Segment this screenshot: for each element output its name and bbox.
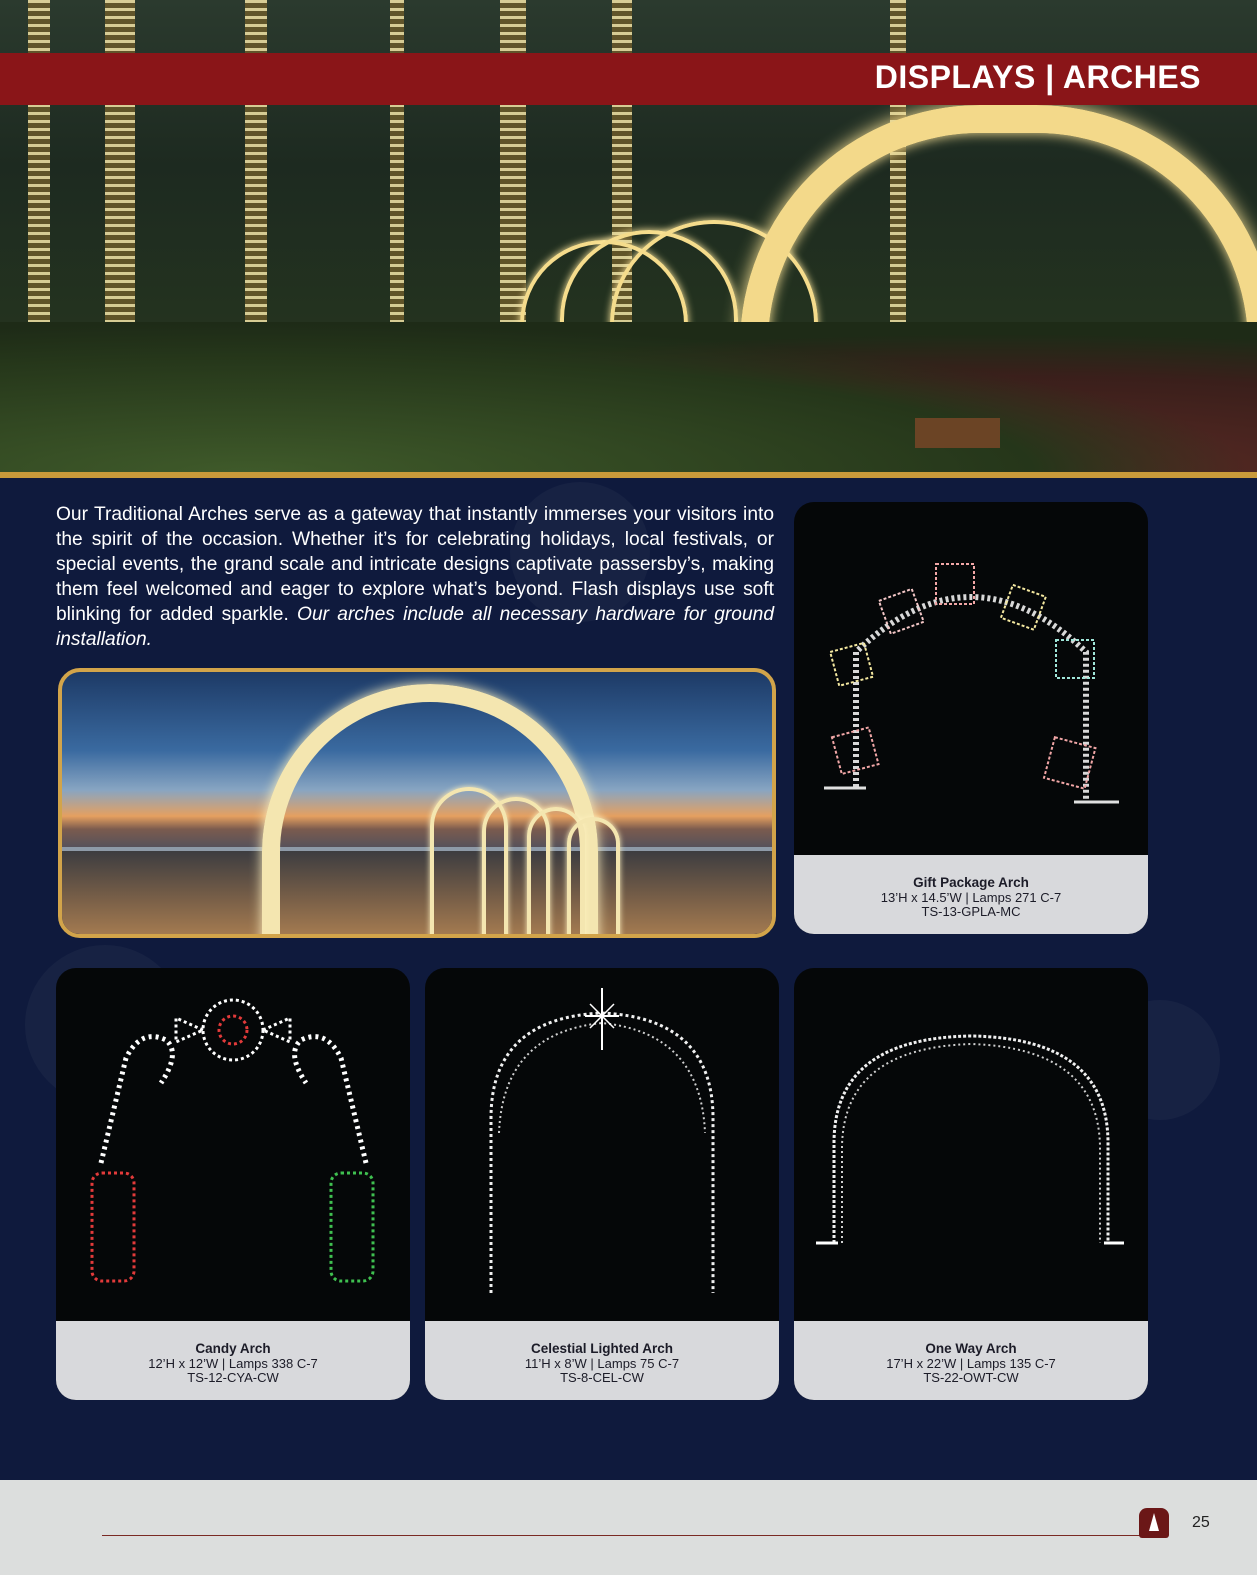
one-way-arch-caption [794, 1321, 1148, 1400]
product-sku: TS-8-CEL-CW [560, 1370, 644, 1385]
product-name: One Way Arch [925, 1341, 1017, 1356]
product-sku: TS-13-GPLA-MC [921, 904, 1021, 919]
gift-package-arch-image [794, 502, 1148, 855]
product-spec: 17’H x 22’W | Lamps 135 C-7 [886, 1356, 1056, 1371]
product-name: Candy Arch [195, 1341, 271, 1356]
gift-package-arch-caption [794, 855, 1148, 934]
product-card-candy-arch[interactable] [56, 968, 410, 1400]
product-spec: 11’H x 8’W | Lamps 75 C-7 [524, 1356, 680, 1371]
celestial-lighted-arch-image [425, 968, 779, 1321]
product-card-gift-package-arch[interactable] [794, 502, 1148, 934]
gold-divider [0, 472, 1257, 478]
park-bench [915, 418, 1000, 448]
product-spec: 13’H x 14.5’W | Lamps 271 C-7 [880, 890, 1062, 905]
page-number: 25 [1192, 1514, 1210, 1531]
product-spec: 12’H x 12’W | Lamps 338 C-7 [148, 1356, 318, 1371]
product-name: Gift Package Arch [913, 875, 1029, 890]
page-footer [0, 1480, 1257, 1575]
title-band [0, 53, 1257, 105]
product-card-one-way-arch[interactable] [794, 968, 1148, 1400]
tree-logo-icon [1139, 1508, 1169, 1538]
candy-arch-image [56, 968, 410, 1321]
celestial-lighted-arch-caption [425, 1321, 779, 1400]
product-sku: TS-22-OWT-CW [923, 1370, 1019, 1385]
intro-text: Our Traditional Arches serve as a gateway that instantly immerses your visitors into the spirit of the occasion. Whether it’s for celebrating holidays, local festivals, or special events, the grand scale and intricate designs captivate passersby’s, making them feel welcomed and eager to explore what’s beyond. Flash displays use soft blinking for added sparkle. [56, 504, 774, 625]
product-name: Celestial Lighted Arch [530, 1341, 674, 1356]
footer-rule [102, 1535, 1146, 1536]
product-sku: TS-12-CYA-CW [187, 1370, 279, 1385]
one-way-arch-image [794, 968, 1148, 1321]
lakeside-arch-photo [58, 668, 776, 938]
page-title: DISPLAYS | ARCHES [874, 59, 1201, 95]
product-card-celestial-lighted-arch[interactable] [425, 968, 779, 1400]
intro-paragraph [56, 502, 774, 652]
intro-italic-text: Our arches include all necessary hardware for ground installation. [56, 604, 774, 650]
candy-arch-caption [56, 1321, 410, 1400]
